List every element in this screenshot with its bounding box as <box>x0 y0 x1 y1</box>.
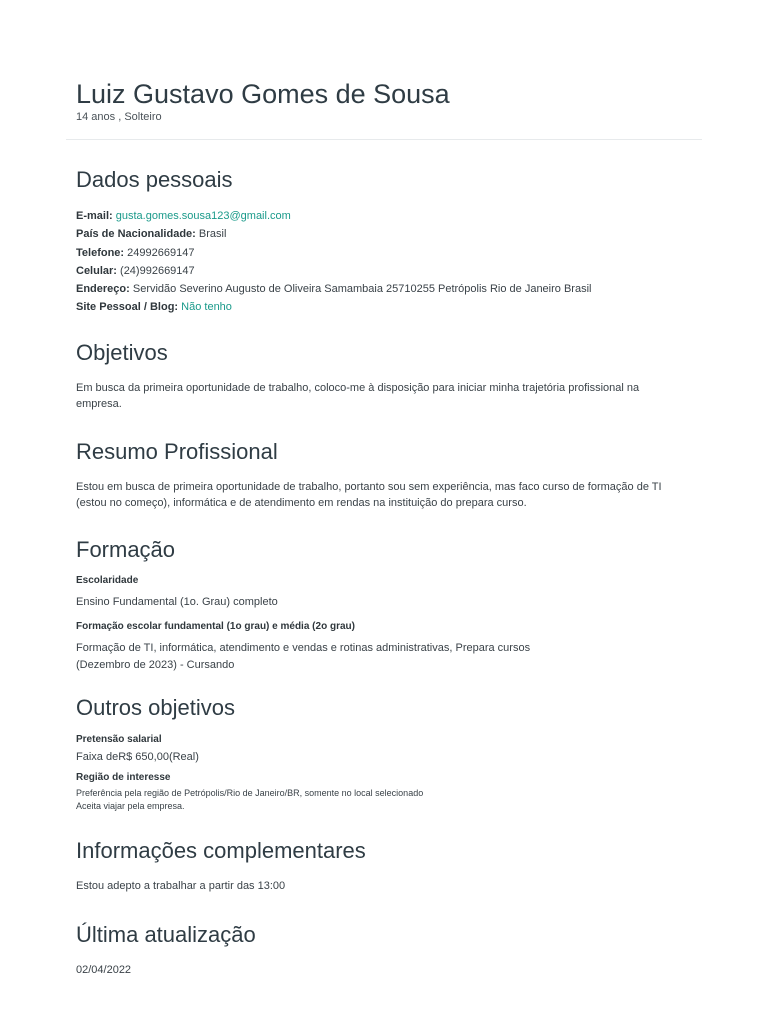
nationality-value: Brasil <box>198 228 227 241</box>
resumo-text: Estou em busca de primeira oportunidade de trabalho, portanto sou sem experiência, mas faco curso de formação de TI (estou no começo), informática e de atendimento em rendas na instituição do prepara curso. <box>76 480 662 509</box>
website-link[interactable]: Não tenho <box>181 301 232 314</box>
section-informacoes-complementares <box>76 837 678 894</box>
nationality-label: País de Nacionalidade: <box>76 228 196 241</box>
nationality-row <box>76 225 678 243</box>
section-ultima-atualizacao <box>76 921 678 978</box>
section-outros-objetivos <box>76 694 678 812</box>
resume-header <box>76 78 708 124</box>
section-title-resumo: Resumo Profissional <box>76 438 278 464</box>
curso-description: Formação de TI, informática, atendimento e vendas e rotinas administrativas, Prepara cursos <box>76 641 531 654</box>
regiao-label: Região de interesse <box>76 771 171 783</box>
address-row <box>76 280 678 298</box>
curso-label: Formação escolar fundamental (1o grau) e média (2o grau) <box>76 620 355 632</box>
section-title-formacao: Formação <box>76 536 176 562</box>
section-resumo-profissional <box>76 438 678 511</box>
phone-value: 24992669147 <box>127 246 195 259</box>
regiao-preference: Preferência pela região de Petrópolis/Rio de Janeiro/BR, somente no local selecionado <box>76 787 424 798</box>
section-title-objetivos: Objetivos <box>76 339 168 365</box>
website-row <box>76 298 678 316</box>
candidate-age-status: 14 anos , Solteiro <box>76 111 162 123</box>
objetivos-text: Em busca da primeira oportunidade de trabalho, coloco-me à disposição para iniciar minha trajetória profissional na empresa. <box>76 381 640 410</box>
section-objetivos <box>76 339 678 412</box>
address-label: Endereço: <box>76 283 130 296</box>
phone-label: Telefone: <box>76 246 125 259</box>
email-link[interactable]: gusta.gomes.sousa123@gmail.com <box>115 210 291 222</box>
pretensao-label: Pretensão salarial <box>76 733 162 745</box>
phone-row <box>76 244 678 262</box>
resume-content <box>76 166 678 996</box>
candidate-name: Luiz Gustavo Gomes de Sousa <box>76 79 450 109</box>
website-label: Site Pessoal / Blog: <box>76 301 179 314</box>
escolaridade-label: Escolaridade <box>76 574 139 586</box>
mobile-value: (24)992669147 <box>120 264 195 277</box>
section-dados-pessoais <box>76 166 678 317</box>
pretensao-value: Faixa deR$ 650,00(Real) <box>76 750 199 763</box>
address-value: Servidão Severino Augusto de Oliveira Samambaia 25710255 Petrópolis Rio de Janeiro Brasil <box>132 283 592 296</box>
section-title-complementares: Informações complementares <box>76 837 366 863</box>
email-label: E-mail: <box>76 210 113 222</box>
email-row <box>76 207 678 225</box>
last-update-date: 02/04/2022 <box>76 963 132 976</box>
regiao-travel: Aceita viajar pela empresa. <box>76 800 185 811</box>
complementares-text: Estou adepto a trabalhar a partir das 13:00 <box>76 879 286 892</box>
section-title-outros: Outros objetivos <box>76 694 235 720</box>
section-title-atualizacao: Última atualização <box>76 921 256 947</box>
section-formacao <box>76 536 678 673</box>
escolaridade-value: Ensino Fundamental (1o. Grau) completo <box>76 595 278 608</box>
section-title-dados-pessoais: Dados pessoais <box>76 167 233 192</box>
mobile-row <box>76 262 678 280</box>
header-divider <box>66 139 702 140</box>
mobile-label: Celular: <box>76 264 117 277</box>
curso-date: (Dezembro de 2023) - Cursando <box>76 658 235 671</box>
